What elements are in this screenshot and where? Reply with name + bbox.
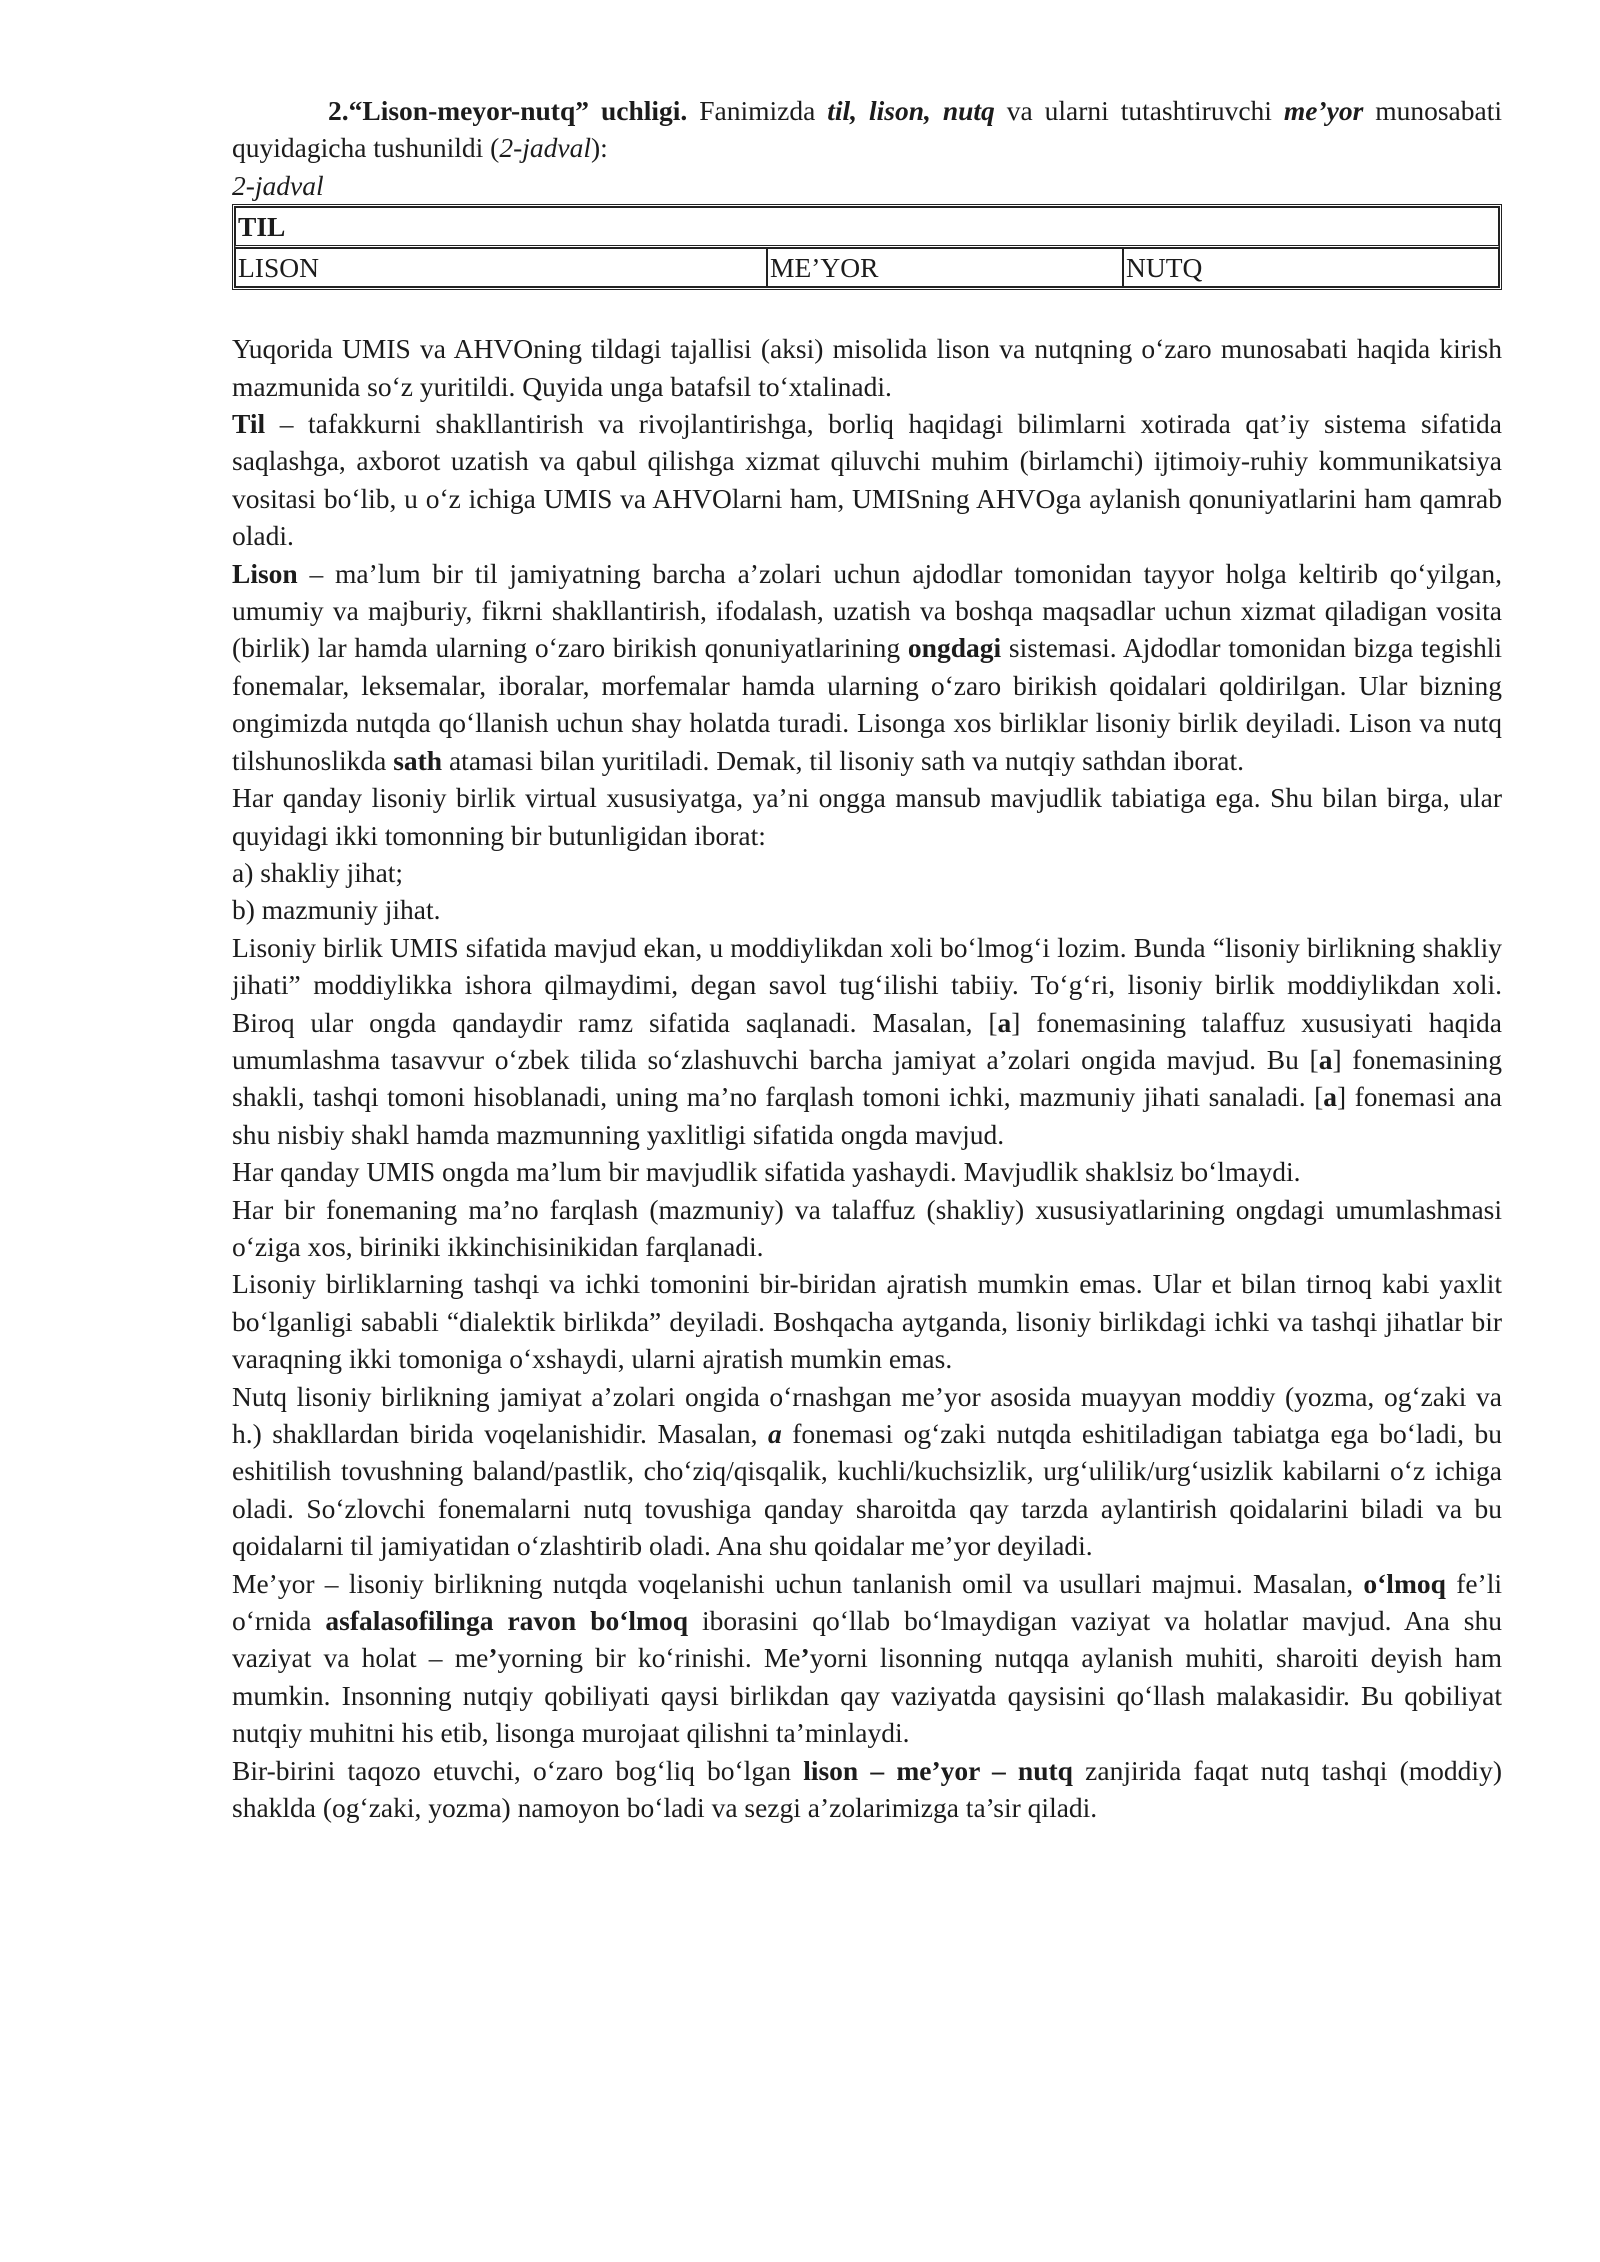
- paragraph-text: ] fonemasining talaffuz xususiyati haqida umumlashma tasavvur o‘zbek tilida so‘zlashuvchi barcha jamiyat a’zolari ongida mavjud. Bu [: [232, 1006, 1502, 1075]
- paragraph-text: ] fonemasi ana shu nisbiy shakl hamda mazmunning yaxlitligi sifatida ongda mavjud.: [232, 1081, 1503, 1150]
- list-item: a) shakliy jihat;: [232, 856, 404, 888]
- paragraph-text: sistemasi. Ajdodlar tomonidan bizga tegishli fonemalar, leksemalar, iboralar, morfemalar hamda ularning o‘zaro birikish qoidalari qoldirilgan. Ular bizning ongimizda nutqda qo‘llanish uchun shay holatda turadi. Lisonga xos birliklar lisoniy birlik deyiladi. Lison va nutq tilshunoslikda: [232, 632, 1502, 776]
- term-meyor: me’yor: [1283, 95, 1364, 126]
- phoneme-a: a: [1323, 1081, 1337, 1113]
- term-nutq: nutq: [942, 95, 995, 126]
- phoneme-a: a: [997, 1006, 1012, 1038]
- term-til-bold: Til: [232, 408, 266, 440]
- paragraph: Har qanday UMIS ongda ma’lum bir mavjudlik sifatida yashaydi. Mavjudlik shaklsiz bo‘lmaydi.: [232, 1156, 1301, 1188]
- phoneme-a-italic: a: [768, 1418, 782, 1449]
- section-title: 2.“Lison-meyor-nutq” uchligi.: [328, 95, 688, 126]
- paragraph-til: [232, 405, 1502, 555]
- intro-text: munosabati quyidagicha tushunildi (: [232, 95, 1502, 164]
- term-asfalasofilinga: asfalasofilinga ravon bo‘lmoq: [325, 1605, 689, 1637]
- paragraph-text: Nutq lisoniy birlikning jamiyat a’zolari ongida o‘rnashgan me’yor asosida muayyan moddiy (yozma, og‘zaki va h.) shakllardan birida voqelanishidir. Masalan,: [232, 1380, 1502, 1449]
- paragraph-text: fe’li o‘rnida: [232, 1567, 1502, 1637]
- list-item: b) mazmuniy jihat.: [232, 894, 441, 926]
- paragraph: Har bir fonemaning ma’no farqlash (mazmuniy) va talaffuz (shakliy) xususiyatlarining ongdagi umumlashmasi o‘ziga xos, biriniki ikkinchisinikidan farqlanadi.: [232, 1193, 1502, 1262]
- term-lison: lison,: [868, 95, 931, 126]
- intro-text: va ularni tutashtiruvchi: [994, 95, 1284, 126]
- term-lison-bold: Lison: [232, 557, 298, 589]
- term-olmoq: o‘lmoq: [1363, 1567, 1446, 1599]
- spacer: [931, 95, 943, 126]
- paragraph-text: zanjirida faqat nutq tashqi (moddiy) shaklda (og‘zaki, yozma) namoyon bo‘ladi va sezgi a’zolarimizga ta’sir qiladi.: [232, 1754, 1502, 1824]
- paragraph-text: – tafakkurni shakllantirish va rivojlantirishga, borliq haqidagi bilimlarni xotirada qat’iy sistema sifatida saqlashga, axborot uzatish va qabul qilishga xizmat qiluvchi muhim (birlamchi) ijtimoiy-ruhiy kommunikatsiya vositasi bo‘lib, u o‘z ichiga UMIS va AHVOlarni ham, UMISning AHVOga aylanish qonuniyatlarini ham qamrab oladi.: [232, 408, 1502, 552]
- paragraph: Har qanday lisoniy birlik virtual xususiyatga, ya’ni ongga mansub mavjudlik tabiatiga ega. Shu bilan birga, ular quyidagi ikki tomonning bir butunligidan iborat:: [232, 782, 1502, 851]
- paragraph: Lisoniy birliklarning tashqi va ichki tomonini bir-biridan ajratish mumkin emas. Ular et bilan tirnoq kabi yaxlit bo‘lganligi sababli “dialektik birlikda” deyiladi. Boshqacha aytganda, lisoniy birlikdagi ichki va tashqi jihatlar bir varaqning ikki tomoniga o‘xshaydi, ularni ajratish mumkin emas.: [232, 1268, 1502, 1375]
- document-page: [232, 92, 1502, 1826]
- paragraph-lison: [232, 555, 1502, 779]
- term-sath: sath: [393, 744, 443, 776]
- paragraph-text: yorning bir ko‘rinishi. Me: [497, 1642, 801, 1674]
- paragraph-zanjir: [232, 1752, 1502, 1827]
- paragraph-moddiylik: [232, 929, 1502, 1153]
- paragraph-text: atamasi bilan yuritiladi. Demak, til lisoniy sath va nutqiy sathdan iborat.: [442, 744, 1245, 776]
- apostrophe-bold: ’: [488, 1642, 498, 1674]
- paragraph-meyor: [232, 1565, 1502, 1752]
- table-cell-nutq: NUTQ: [1123, 248, 1499, 287]
- paragraph-text: – ma’lum bir til jamiyatning barcha a’zolari uchun ajdodlar tomonidan tayyor holga keltirib qo‘yilgan, umumiy va majburiy, fikrni shakllantirish, ifodalash, uzatish va boshqa maqsadlar uchun xizmat qiladigan vosita (birlik) lar hamda ularning o‘zaro birikish qonuniyatlarining: [232, 557, 1502, 664]
- table-header-cell: TIL: [235, 207, 1499, 248]
- term-lison-meyor-nutq: lison – me’yor – nutq: [803, 1754, 1073, 1786]
- section-intro: [232, 92, 1502, 167]
- table-cell-meyor: ME’YOR: [767, 248, 1123, 287]
- paragraph-text: fonemasi og‘zaki nutqda eshitiladigan tabiatga ega bo‘ladi, bu eshitilish tovushning baland/pastlik, cho‘ziq/qisqalik, kuchli/kuchsizlik, urg‘ulilik/urg‘usizlik kabilarni o‘z ichiga oladi. So‘zlovchi fonemalarni nutq tovushiga qanday sharoitda qay tarzda aylantirish qoidalarini biladi va bu qoidalarni til jamiyatidan o‘zlashtirib oladi. Ana shu qoidalar me’yor deyiladi.: [232, 1418, 1502, 1562]
- term-ongdagi: ongdagi: [907, 632, 1002, 664]
- apostrophe-bold: ’: [800, 1642, 810, 1674]
- phoneme-a: a: [1318, 1043, 1333, 1075]
- paragraph-text: yorni lisonning nutqqa aylanish muhiti, sharoiti deyish ham mumkin. Insonning nutqiy qobiliyati qaysi birlikdan qay vaziyatda qaysisini qo‘llash malakasidir. Bu qobiliyat nutqiy muhitni his etib, lisonga murojaat qilishni ta’minlaydi.: [232, 1642, 1502, 1749]
- table-header-row: [235, 207, 1499, 248]
- paragraph: Yuqorida UMIS va AHVOning tildagi tajallisi (aksi) misolida lison va nutqning o‘zaro munosabati haqida kirish mazmunida so‘z yuritildi. Quyida unga batafsil to‘xtalinadi.: [232, 333, 1502, 402]
- table-reference: 2-jadval: [499, 132, 591, 164]
- table-row: [235, 248, 1499, 287]
- paragraph-text: Me’yor – lisoniy birlikning nutqda voqelanishi uchun tanlanish omil va usullari majmui. Masalan,: [232, 1567, 1364, 1599]
- spacer: [857, 95, 869, 126]
- jadval-table: [232, 204, 1502, 290]
- intro-text: ):: [590, 132, 608, 164]
- intro-text: Fanimizda: [687, 95, 828, 126]
- paragraph-text: Lisoniy birlik UMIS sifatida mavjud ekan, u moddiylikdan xoli bo‘lmog‘i lozim. Bunda “lisoniy birlikning shakliy jihati” moddiylikka ishora qilmaydimi, degan savol tug‘ilishi tabiiy. To‘g‘ri, lisoniy birlik moddiylikdan xoli. Biroq ular ongda qandaydir ramz sifatida saqlanadi. Masalan, [: [232, 931, 1502, 1038]
- table-caption: 2-jadval: [232, 169, 324, 201]
- paragraph-nutq: [232, 1378, 1502, 1565]
- paragraph-text: Bir-birini taqozo etuvchi, o‘zaro bog‘liq bo‘lgan: [232, 1754, 804, 1786]
- table-cell-lison: LISON: [235, 248, 767, 287]
- paragraph-text: ] fonemasining shakli, tashqi tomoni hisoblanadi, uning ma’no farqlash tomoni ichki, mazmuniy jihati sanaladi. [: [232, 1043, 1502, 1113]
- term-til: til,: [827, 95, 858, 126]
- paragraph-text: iborasini qo‘llab bo‘lmaydigan vaziyat va holatlar mavjud. Ana shu vaziyat va holat – me: [232, 1605, 1502, 1674]
